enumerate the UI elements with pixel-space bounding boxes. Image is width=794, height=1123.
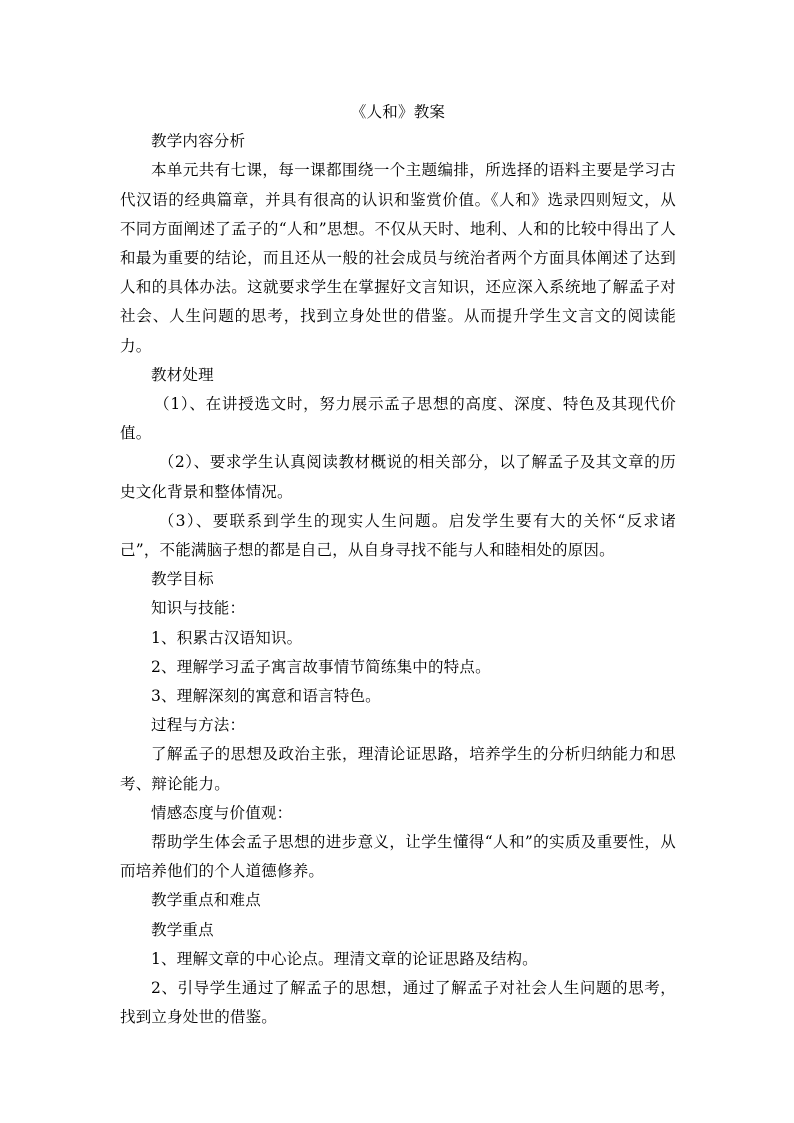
list-item-knowledge-2: 2、理解学习孟子寓言故事情节简练集中的特点。 — [151, 657, 491, 676]
section-heading-material-handling: 教材处理 — [151, 365, 214, 384]
paragraph-process-methods: 了解孟子的思想及政治主张，理清论证思路，培养学生的分析归纳能力和思考、辩论能力。 — [120, 745, 676, 793]
subheading-process-methods: 过程与方法： — [151, 716, 246, 735]
list-item-knowledge-3: 3、理解深刻的寓意和语言特色。 — [151, 687, 381, 706]
section-heading-content-analysis: 教学内容分析 — [151, 132, 246, 151]
section-heading-teaching-goals: 教学目标 — [151, 570, 214, 589]
document-page — [120, 98, 676, 1033]
paragraph-content-analysis: 本单元共有七课，每一课都围绕一个主题编排，所选择的语料主要是学习古代汉语的经典篇章，并具有很高的认识和鉴赏价值。《人和》选录四则短文，从不同方面阐述了孟子的“人和”思想。不仅从天时、地利、人和的比较中得出了人和最为重要的结论，而且还从一般的社会成员与统治者两个方面具体阐述了达到人和的具体办法。这就要求学生在掌握好文言知识，还应深入系统地了解孟子对社会、人生问题的思考，找到立身处世的借鉴。从而提升学生文言文的阅读能力。 — [120, 161, 676, 355]
subheading-knowledge-skills: 知识与技能： — [151, 599, 246, 618]
subheading-emotion-values: 情感态度与价值观： — [151, 803, 293, 822]
list-item-knowledge-1: 1、积累古汉语知识。 — [151, 628, 303, 647]
paragraph-emotion-values: 帮助学生体会孟子思想的进步意义，让学生懂得“人和”的实质及重要性，从而培养他们的个人道德修养。 — [120, 833, 676, 881]
subheading-teaching-focus: 教学重点 — [151, 920, 214, 939]
list-item-focus-2: 2、引导学生通过了解孟子的思想，通过了解孟子对社会人生问题的思考，找到立身处世的借鉴。 — [120, 979, 676, 1027]
list-item-material-1: （1）、在讲授选文时，努力展示孟子思想的高度、深度、特色及其现代价值。 — [120, 395, 676, 443]
list-item-focus-1: 1、理解文章的中心论点。理清文章的论证思路及结构。 — [151, 949, 538, 968]
list-item-material-2: （2）、要求学生认真阅读教材概说的相关部分，以了解孟子及其文章的历史文化背景和整体情况。 — [120, 453, 676, 501]
document-title: 《人和》教案 — [350, 103, 446, 121]
section-heading-key-points: 教学重点和难点 — [151, 891, 261, 910]
list-item-material-3: （3）、要联系到学生的现实人生问题。启发学生要有大的关怀“反求诸己”，不能满脑子想的都是自己，从自身寻找不能与人和睦相处的原因。 — [120, 511, 676, 560]
